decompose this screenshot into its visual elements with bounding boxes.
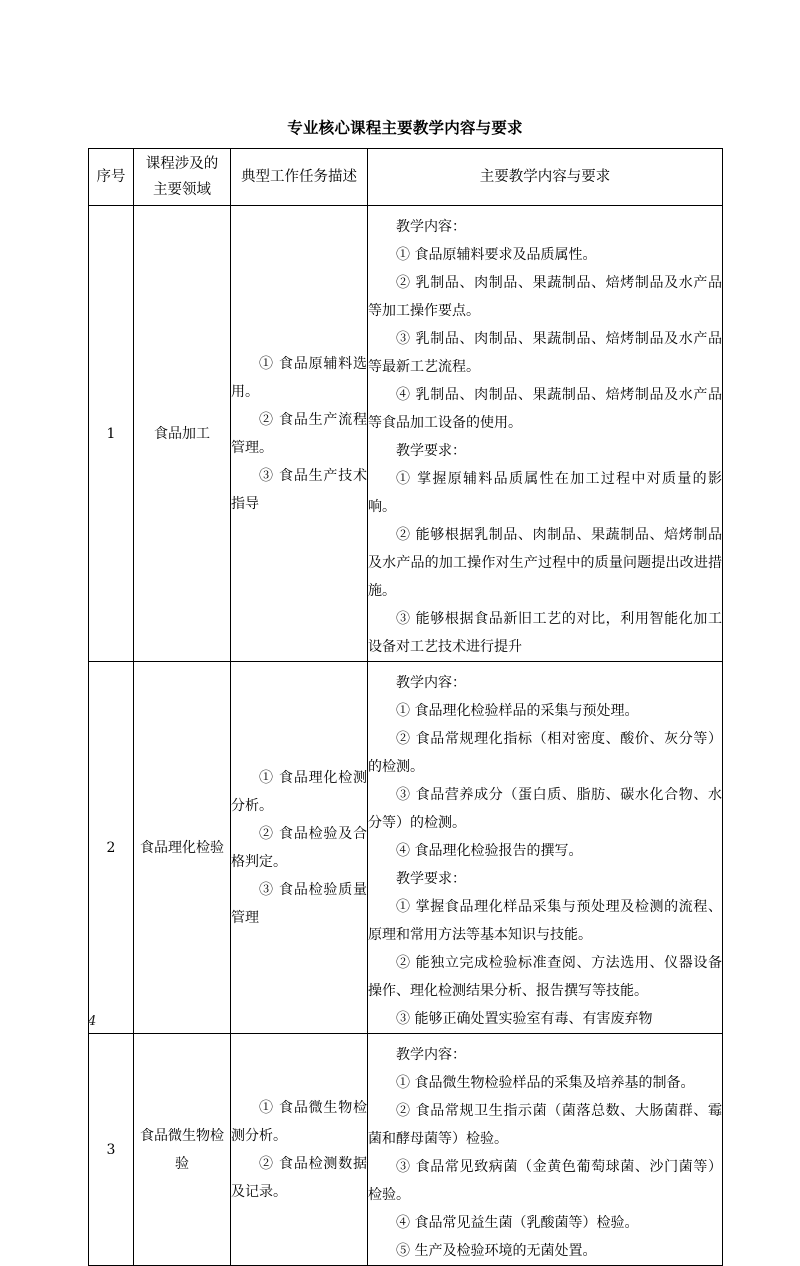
content-label: 教学内容： <box>396 219 466 235</box>
content-item: ② 乳制品、肉制品、果蔬制品、焙烤制品及水产品等加工操作要点。 <box>368 275 722 319</box>
table-row <box>89 206 723 662</box>
table-body <box>89 206 723 1266</box>
column-header-area-line2: 主要领域 <box>153 182 211 198</box>
requirement-label: 教学要求： <box>396 871 466 887</box>
requirement-item: ② 能独立完成检验标准查阅、方法选用、仪器设备操作、理化检测结果分析、报告撰写等技能。 <box>368 955 722 999</box>
row-main-content <box>368 206 723 662</box>
row-number: 3 <box>89 1034 134 1266</box>
column-header-main-label: 主要教学内容与要求 <box>479 169 611 185</box>
row-number: 1 <box>89 206 134 662</box>
row-main-content <box>368 1034 723 1266</box>
row-area: 食品理化检验 <box>134 662 231 1034</box>
task-item: ① 食品原辅料选用。 <box>231 355 367 400</box>
table-row <box>89 662 723 1034</box>
content-item: ③ 食品营养成分（蛋白质、脂肪、碳水化合物、水分等）的检测。 <box>368 787 722 831</box>
row-task-description <box>231 662 368 1034</box>
requirement-item: ② 能够根据乳制品、肉制品、果蔬制品、焙烤制品及水产品的加工操作对生产过程中的质量问题提出改进措施。 <box>368 527 722 599</box>
table-row <box>89 1034 723 1266</box>
content-item: ③ 乳制品、肉制品、果蔬制品、焙烤制品及水产品等最新工艺流程。 <box>368 331 722 375</box>
row-area: 食品微生物检验 <box>134 1034 231 1266</box>
row-number: 2 <box>89 662 134 1034</box>
column-header-main <box>368 149 723 206</box>
task-item: ② 食品检测数据及记录。 <box>231 1155 367 1200</box>
content-label: 教学内容： <box>396 675 466 691</box>
column-header-no <box>89 149 134 206</box>
content-item: ③ 食品常见致病菌（金黄色葡萄球菌、沙门菌等）检验。 <box>368 1159 722 1203</box>
row-task-description <box>231 1034 368 1266</box>
content-item: ④ 食品理化检验报告的撰写。 <box>396 843 583 859</box>
content-label: 教学内容： <box>396 1047 466 1063</box>
content-item: ① 食品理化检验样品的采集与预处理。 <box>396 703 639 719</box>
table-header-row <box>89 149 723 206</box>
content-item: ② 食品常规卫生指示菌（菌落总数、大肠菌群、霉菌和酵母菌等）检验。 <box>368 1103 722 1147</box>
content-item: ① 食品微生物检验样品的采集及培养基的制备。 <box>396 1075 695 1091</box>
column-header-task-label: 典型工作任务描述 <box>241 169 357 185</box>
requirement-item: ① 掌握原辅料品质属性在加工过程中对质量的影响。 <box>368 471 722 515</box>
requirement-item: ③ 能够根据食品新旧工艺的对比，利用智能化加工设备对工艺技术进行提升 <box>368 611 722 655</box>
requirement-item: ① 掌握食品理化样品采集与预处理及检测的流程、原理和常用方法等基本知识与技能。 <box>368 899 722 943</box>
row-area: 食品加工 <box>134 206 231 662</box>
content-item: ④ 乳制品、肉制品、果蔬制品、焙烤制品及水产品等食品加工设备的使用。 <box>368 387 722 431</box>
column-header-no-label: 序号 <box>96 169 126 185</box>
core-course-table <box>88 148 723 1266</box>
task-item: ① 食品理化检测分析。 <box>231 769 367 814</box>
column-header-task <box>231 149 368 206</box>
task-item: ② 食品检验及合格判定。 <box>231 825 367 870</box>
task-item: ② 食品生产流程管理。 <box>231 411 367 456</box>
content-item: ② 食品常规理化指标（相对密度、酸价、灰分等）的检测。 <box>368 731 722 775</box>
content-item: ① 食品原辅料要求及品质属性。 <box>396 247 597 263</box>
task-item: ① 食品微生物检测分析。 <box>231 1099 367 1144</box>
column-header-area-line1: 课程涉及的 <box>145 156 219 172</box>
row-task-description <box>231 206 368 662</box>
task-item: ③ 食品检验质量管理 <box>231 881 367 926</box>
row-main-content <box>368 662 723 1034</box>
page-number: 4 <box>88 1014 97 1029</box>
page-title: 专业核心课程主要教学内容与要求 <box>287 119 523 137</box>
requirement-label: 教学要求： <box>396 443 466 459</box>
content-item: ④ 食品常见益生菌（乳酸菌等）检验。 <box>396 1215 639 1231</box>
task-item: ③ 食品生产技术指导 <box>231 467 367 512</box>
column-header-area <box>134 149 231 206</box>
content-item: ⑤ 生产及检验环境的无菌处置。 <box>396 1243 597 1259</box>
requirement-item: ③ 能够正确处置实验室有毒、有害废弃物 <box>396 1011 653 1027</box>
